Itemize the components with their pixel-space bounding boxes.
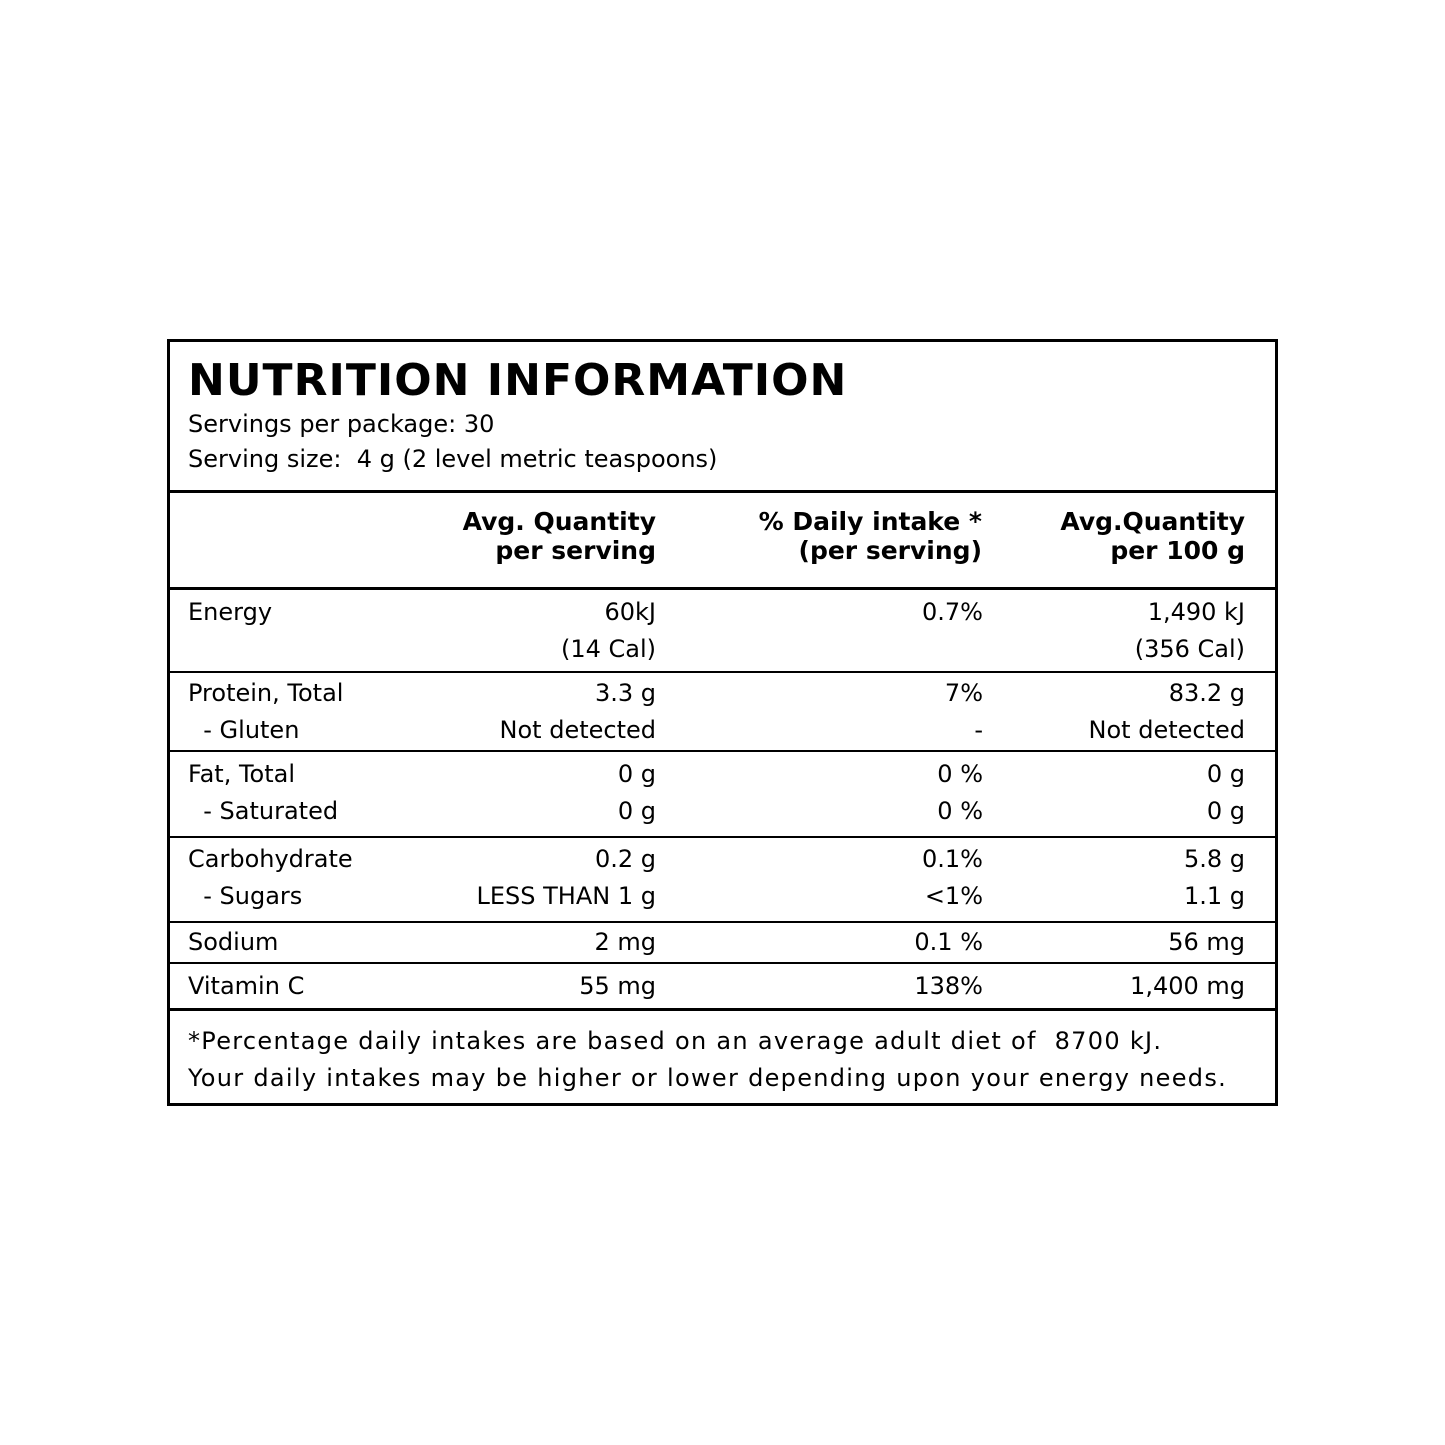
row-label-line: Energy (188, 598, 273, 626)
row-label-line: Fat, Total (188, 760, 296, 788)
row-label (188, 675, 343, 749)
value-line: 1.1 g (1183, 882, 1245, 910)
footnote (188, 1023, 1227, 1097)
row-label-line: - Gluten (188, 716, 300, 744)
value-line: (356 Cal) (1134, 635, 1245, 663)
value-line: 55 mg (579, 972, 656, 1000)
per-serving-value (579, 968, 656, 1005)
value-line: 5.8 g (1183, 845, 1245, 873)
value-line: - (974, 716, 983, 744)
value-line: 83.2 g (1168, 679, 1245, 707)
nutrition-panel (167, 339, 1278, 1106)
row-label-line: - Saturated (188, 797, 339, 825)
column-header-line: Avg.Quantity (1060, 507, 1245, 536)
value-line: 0 g (1206, 797, 1245, 825)
value-line: 0 % (937, 760, 983, 788)
column-header-line: per 100 g (1110, 536, 1245, 565)
value-line: <1% (924, 882, 983, 910)
per-serving-value (500, 675, 656, 749)
daily-intake-value (914, 968, 983, 1005)
row-label (188, 841, 353, 915)
daily-intake-value (945, 675, 983, 749)
row-label-line: - Sugars (188, 882, 303, 910)
per-100g-value (1184, 841, 1245, 915)
panel-title: NUTRITION INFORMATION (188, 355, 848, 406)
per-serving-value (594, 924, 656, 961)
row-label (188, 594, 272, 631)
daily-intake-value (922, 594, 983, 631)
column-header-line: per serving (495, 536, 656, 565)
column-header-line: Avg. Quantity (462, 507, 656, 536)
per-100g-value (1207, 756, 1245, 830)
column-header-line: (per serving) (798, 536, 982, 565)
value-line: 0 g (617, 797, 656, 825)
value-line: 0.1 % (914, 928, 983, 956)
table-row-vitamin-c (170, 964, 1275, 1011)
servings-per-package: Servings per package: 30 (188, 410, 495, 438)
table-row-sodium (170, 923, 1275, 964)
row-label (188, 968, 304, 1005)
per-serving-value (618, 756, 656, 830)
daily-intake-value (914, 924, 983, 961)
value-line: LESS THAN 1 g (476, 882, 656, 910)
value-line: 1,490 kJ (1147, 598, 1245, 626)
value-line: Not detected (1088, 716, 1245, 744)
value-line: 0 % (937, 797, 983, 825)
column-header-per-100g (1060, 507, 1245, 565)
column-header-per-serving (463, 507, 656, 565)
value-line: 0.7% (922, 598, 983, 626)
per-100g-value (1089, 675, 1245, 749)
value-line: 60kJ (604, 598, 656, 626)
per-100g-value (1135, 594, 1245, 668)
value-line: 2 mg (594, 928, 656, 956)
serving-size: Serving size: 4 g (2 level metric teaspoons) (188, 445, 718, 473)
value-line: 0.1% (922, 845, 983, 873)
row-label (188, 756, 338, 830)
row-label-line: Carbohydrate (188, 845, 353, 873)
daily-intake-value (922, 841, 983, 915)
row-label-line: Protein, Total (188, 679, 344, 707)
table-row-energy (170, 590, 1275, 673)
value-line: 56 mg (1168, 928, 1245, 956)
table-row-fat (170, 752, 1275, 838)
row-label (188, 924, 278, 961)
value-line: (14 Cal) (560, 635, 656, 663)
column-header-daily-intake (759, 507, 982, 565)
row-label-line: Sodium (188, 928, 279, 956)
value-line: 0 g (1206, 760, 1245, 788)
row-label-line: Vitamin C (188, 972, 305, 1000)
column-header-line: % Daily intake * (758, 507, 982, 536)
value-line: 1,400 mg (1130, 972, 1245, 1000)
panel-header (170, 342, 1275, 493)
value-line: 0 g (617, 760, 656, 788)
per-serving-value (477, 841, 656, 915)
column-headers (170, 493, 1275, 590)
value-line: 7% (944, 679, 983, 707)
per-serving-value (561, 594, 656, 668)
value-line: 0.2 g (594, 845, 656, 873)
footnote-line: *Percentage daily intakes are based on an average adult diet of 8700 kJ. (188, 1027, 1163, 1055)
per-100g-value (1130, 968, 1245, 1005)
footnote-line: Your daily intakes may be higher or lower depending upon your energy needs. (188, 1064, 1228, 1092)
per-100g-value (1168, 924, 1245, 961)
value-line: 3.3 g (594, 679, 656, 707)
daily-intake-value (937, 756, 983, 830)
value-line: Not detected (499, 716, 656, 744)
value-line: 138% (914, 972, 983, 1000)
table-row-carbohydrate (170, 838, 1275, 923)
table-row-protein (170, 673, 1275, 752)
